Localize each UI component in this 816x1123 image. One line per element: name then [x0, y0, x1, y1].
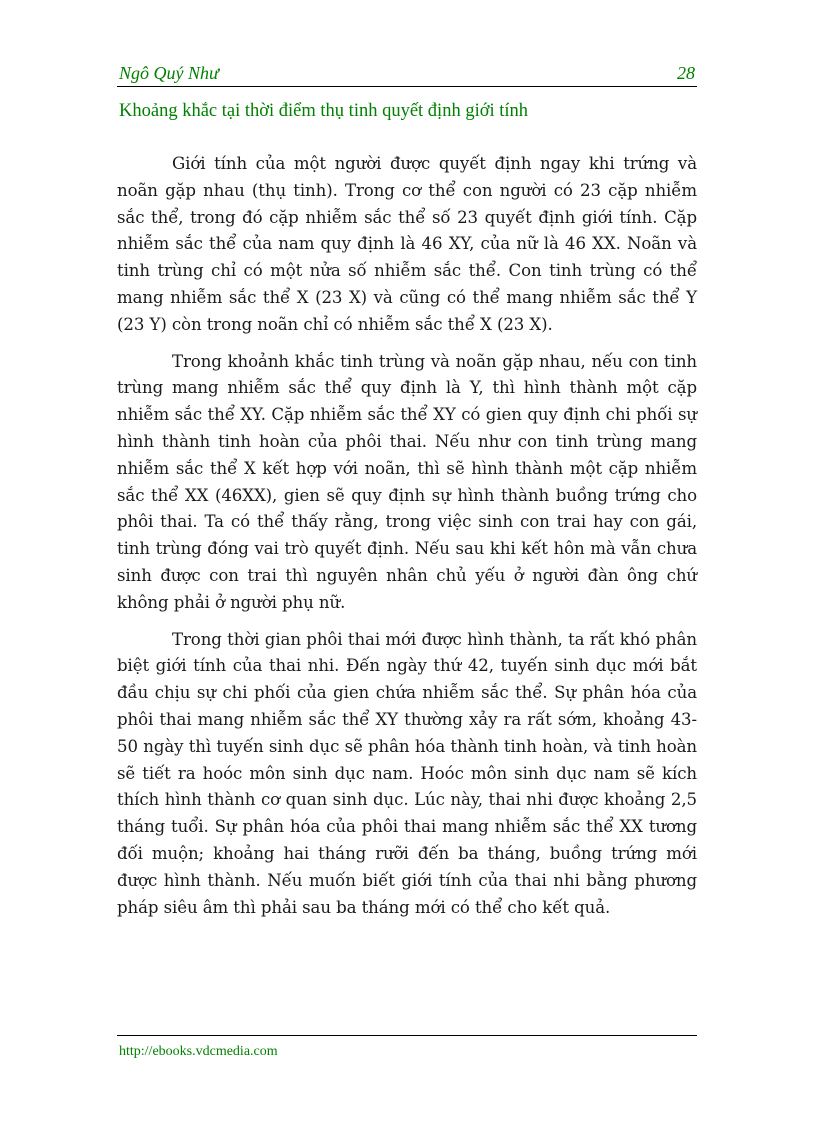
- page-number: 28: [677, 63, 695, 83]
- paragraph-3: Trong thời gian phôi thai mới được hình thành, ta rất khó phân biệt giới tính của thai nhi. Đến ngày thứ 42, tuyến sinh dục mới bắt đầu chịu sự chi phối của gien chứa nhiễm sắc thể. Sự phân hóa của phôi thai mang nhiễm sắc thể XY thường xảy ra rất sớm, khoảng 43-50 ngày thì tuyến sinh dục sẽ phân hóa thành tinh hoàn, và tinh hoàn sẽ tiết ra hoóc môn sinh dục nam. Hoóc môn sinh dục nam sẽ kích thích hình thành cơ quan sinh dục. Lúc này, thai nhi được khoảng 2,5 tháng tuổi. Sự phân hóa của phôi thai mang nhiễm sắc thể XX tương đối muộn; khoảng hai tháng rưỡi đến ba tháng, buồng trứng mới được hình thành. Nếu muốn biết giới tính của thai nhi bằng phương pháp siêu âm thì phải sau ba tháng mới có thể cho kết quả.: [117, 629, 697, 917]
- body-text: [117, 151, 697, 931]
- section-title: Khoảng khắc tại thời điểm thụ tinh quyết định giới tính: [119, 101, 529, 121]
- footer-url-link[interactable]: http://ebooks.vdcmedia.com: [119, 1044, 278, 1059]
- header-author: Ngô Quý Như: [119, 63, 219, 83]
- footer-divider: [117, 1035, 697, 1036]
- paragraph-1: Giới tính của một người được quyết định ngay khi trứng và noãn gặp nhau (thụ tinh). Trong cơ thể con người có 23 cặp nhiễm sắc thể, trong đó cặp nhiễm sắc thể số 23 quyết định giới tính. Cặp nhiễm sắc thể của nam quy định là 46 XY, của nữ là 46 XX. Noãn và tinh trùng chỉ có một nửa số nhiễm sắc thể. Con tinh trùng có thể mang nhiễm sắc thể X (23 X) và cũng có thể mang nhiễm sắc thể Y (23 Y) còn trong noãn chỉ có nhiễm sắc thể X (23 X).: [117, 154, 697, 334]
- paragraph-2: Trong khoảnh khắc tinh trùng và noãn gặp nhau, nếu con tinh trùng mang nhiễm sắc thể quy định là Y, thì hình thành một cặp nhiễm sắc thể XY. Cặp nhiễm sắc thể XY có gien quy định chi phối sự hình thành tinh hoàn của phôi thai. Nếu như con tinh trùng mang nhiễm sắc thể X kết hợp với noãn, thì sẽ hình thành một cặp nhiễm sắc thể XX (46XX), gien sẽ quy định sự hình thành buồng trứng cho phôi thai. Ta có thể thấy rằng, trong việc sinh con trai hay con gái, tinh trùng đóng vai trò quyết định. Nếu sau khi kết hôn mà vẫn chưa sinh được con trai thì nguyên nhân chủ yếu ở người đàn ông chứ không phải ở người phụ nữ.: [117, 351, 697, 612]
- document-page: [117, 0, 697, 1123]
- page-header: [117, 62, 697, 87]
